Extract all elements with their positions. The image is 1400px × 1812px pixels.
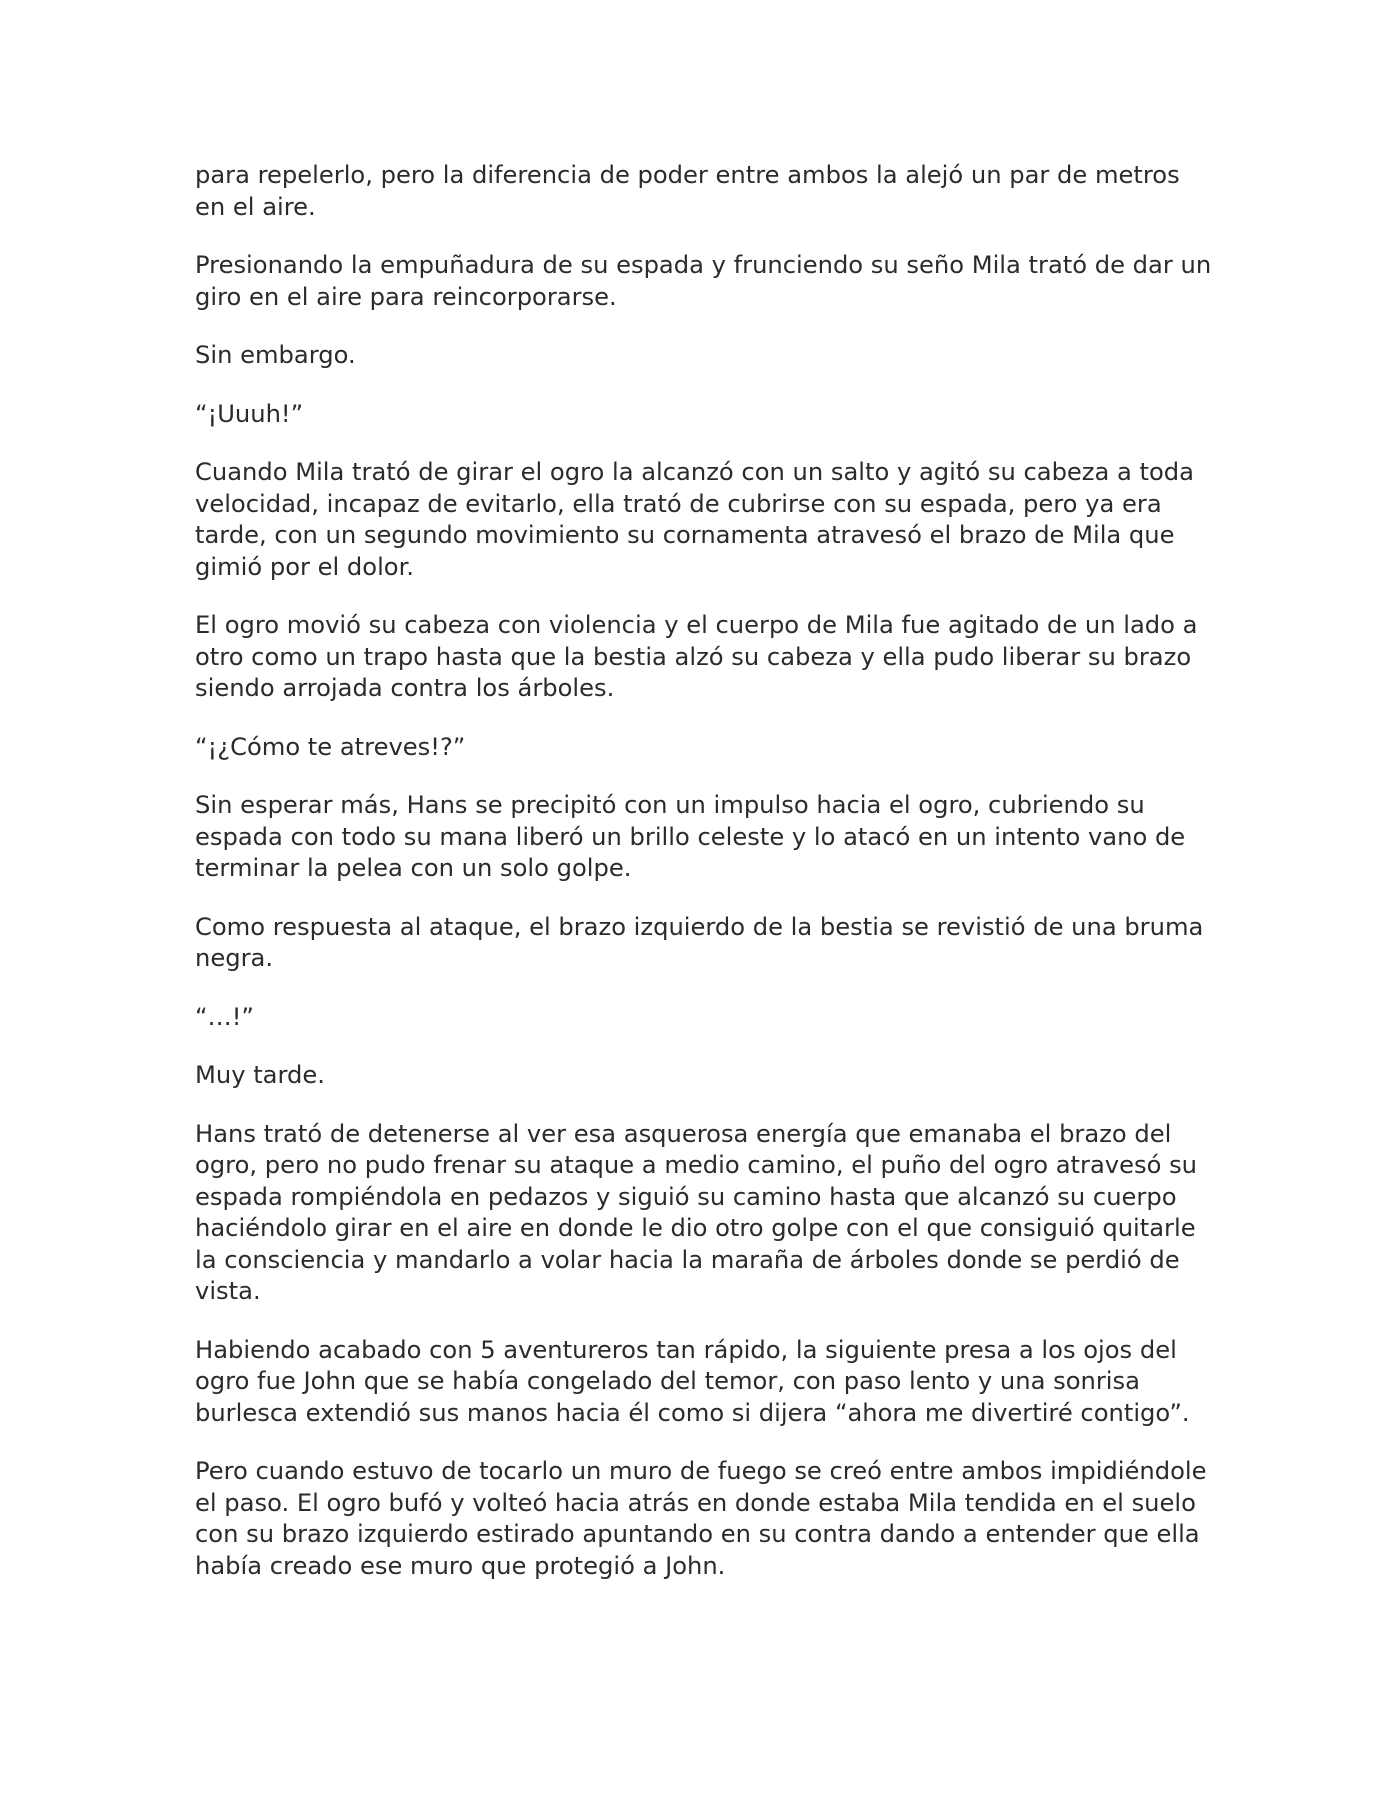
dialogue-line: “…!”: [195, 1002, 254, 1031]
paragraph: Presionando la empuñadura de su espada y frunciendo su seño Mila trató de dar un giro en el aire para reincorporarse.: [195, 251, 1212, 311]
document-body: [195, 160, 1215, 1609]
paragraph: Sin esperar más, Hans se precipitó con un impulso hacia el ogro, cubriendo su espada con todo su mana liberó un brillo celeste y lo atacó en un intento vano de terminar la pelea con un solo golpe.: [195, 791, 1186, 882]
paragraph: Muy tarde.: [195, 1061, 325, 1089]
paragraph: Como respuesta al ataque, el brazo izquierdo de la bestia se revistió de una bruma negra.: [195, 912, 1204, 972]
paragraph: Hans trató de detenerse al ver esa asquerosa energía que emanaba el brazo del ogro, pero no pudo frenar su ataque a medio camino, el puño del ogro atravesó su espada rompiéndola en pedazos y siguió su camino hasta que alcanzó su cuerpo haciéndolo girar en el aire en donde le dio otro golpe con el que consiguió quitarle la consciencia y mandarlo a volar hacia la maraña de árboles donde se perdió de vista.: [195, 1119, 1197, 1305]
dialogue-line: “¡Uuuh!”: [195, 399, 304, 428]
paragraph: Pero cuando estuvo de tocarlo un muro de fuego se creó entre ambos impidiéndole el paso. El ogro bufó y volteó hacia atrás en donde estaba Mila tendida en el suelo con su brazo izquierdo estirado apuntando en su contra dando a entender que ella había creado ese muro que protegió a John.: [195, 1457, 1207, 1580]
dialogue-line: “¡¿Cómo te atreves!?”: [195, 732, 466, 761]
paragraph: Cuando Mila trató de girar el ogro la alcanzó con un salto y agitó su cabeza a toda velocidad, incapaz de evitarlo, ella trató de cubrirse con su espada, pero ya era tarde, con un segundo movimiento su cornamenta atravesó el brazo de Mila que gimió por el dolor.: [195, 458, 1194, 581]
paragraph: para repelerlo, pero la diferencia de poder entre ambos la alejó un par de metros en el aire.: [195, 161, 1180, 221]
paragraph: El ogro movió su cabeza con violencia y el cuerpo de Mila fue agitado de un lado a otro como un trapo hasta que la bestia alzó su cabeza y ella pudo liberar su brazo siendo arrojada contra los árboles.: [195, 611, 1198, 702]
paragraph: Habiendo acabado con 5 aventureros tan rápido, la siguiente presa a los ojos del ogro fue John que se había congelado del temor, con paso lento y una sonrisa burlesca extendió sus manos hacia él como si dijera “ahora me divertiré contigo”.: [195, 1335, 1190, 1427]
paragraph: Sin embargo.: [195, 341, 356, 369]
